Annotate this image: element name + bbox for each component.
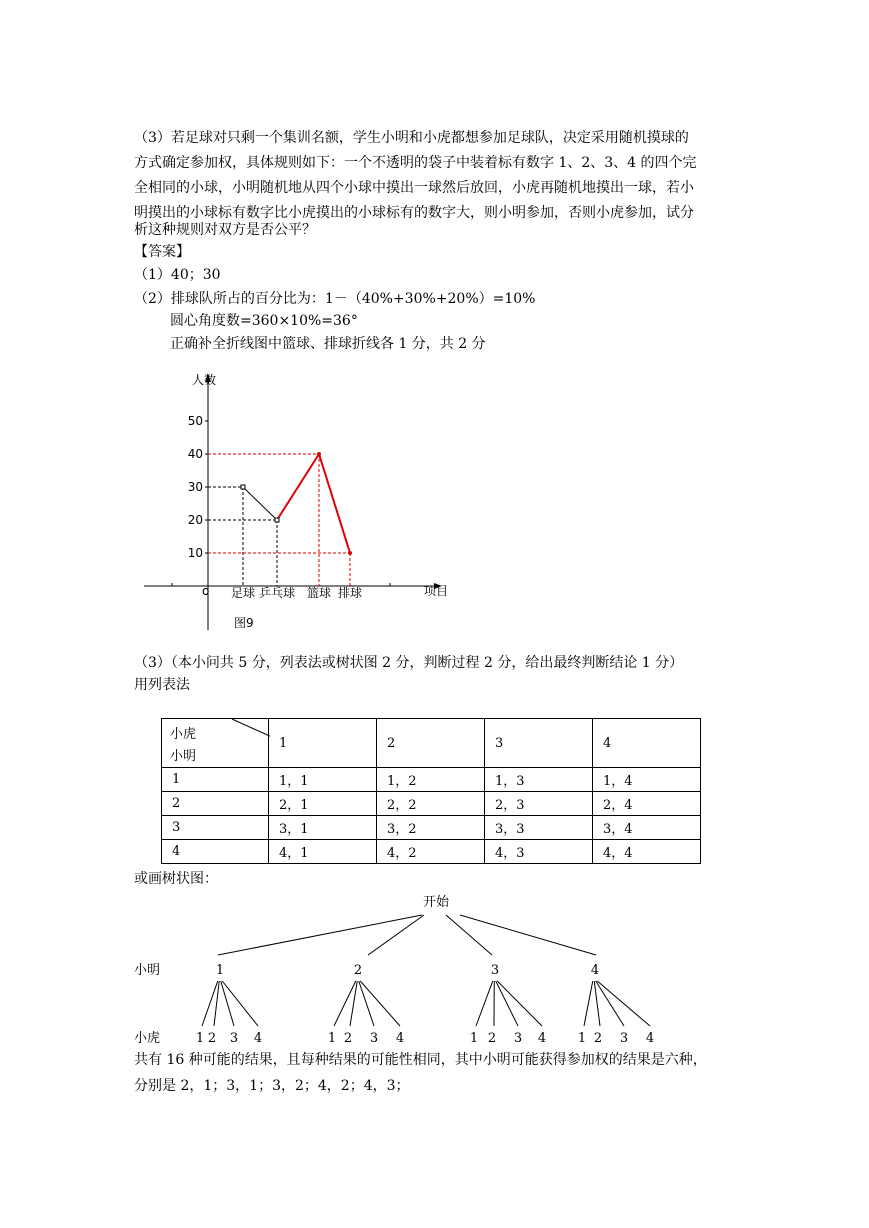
tree-level1-node: 2 bbox=[353, 963, 363, 978]
tree-leaf: 2 bbox=[487, 1031, 497, 1046]
x-tick-label: 篮球 bbox=[306, 586, 332, 600]
corner-diagonal bbox=[232, 719, 270, 767]
table-row bbox=[162, 768, 701, 792]
tree-leaf: 3 bbox=[513, 1031, 523, 1046]
table-cell: 3，2 bbox=[377, 816, 485, 840]
table-cell: 4 bbox=[162, 840, 269, 864]
tree-leaf: 3 bbox=[619, 1031, 629, 1046]
table-cell: 3，3 bbox=[485, 816, 593, 840]
table-corner-cell bbox=[162, 719, 269, 768]
tree-leaf: 1 bbox=[577, 1031, 587, 1046]
tree-leaf: 4 bbox=[537, 1031, 547, 1046]
question-line-1: （3）若足球对只剩一个集训名额，学生小明和小虎都想参加足球队，决定采用随机摸球的 bbox=[134, 130, 689, 146]
tree-root: 开始 bbox=[422, 895, 450, 910]
tree-leaf: 4 bbox=[253, 1031, 263, 1046]
table-cell: 2，1 bbox=[269, 792, 377, 816]
data-point bbox=[241, 485, 245, 489]
answer-heading: 【答案】 bbox=[134, 244, 190, 260]
series-segment bbox=[319, 454, 350, 553]
table-cell: 3 bbox=[162, 816, 269, 840]
part3-method: 用列表法 bbox=[134, 677, 190, 693]
table-header-row bbox=[162, 719, 701, 768]
conclusion-line-1: 共有 16 种可能的结果，且每种结果的可能性相同，其中小明可能获得参加权的结果是六种， bbox=[134, 1052, 707, 1068]
y-tick-label: 20 bbox=[187, 513, 203, 527]
x-axis-title: 项目 bbox=[424, 584, 449, 598]
question-line-5: 析这种规则对双方是否公平？ bbox=[134, 222, 316, 238]
table-header-cell: 4 bbox=[593, 719, 701, 768]
table-cell: 2 bbox=[162, 792, 269, 816]
tree-level1-node: 3 bbox=[490, 963, 500, 978]
tree-branch bbox=[350, 981, 357, 1026]
line-chart bbox=[140, 368, 460, 638]
question-line-2: 方式确定参加权，具体规则如下：一个不透明的袋子中装着标有数字 1、2、3、4 的四个完 bbox=[134, 155, 697, 171]
question-line-3: 全相同的小球，小明随机地从四个小球中摸出一球然后放回，小虎再随机地摸出一球，若小 bbox=[134, 180, 694, 196]
origin-label: o bbox=[202, 584, 210, 598]
tree-branch bbox=[460, 915, 596, 955]
conclusion-line-2: 分别是 2，1；3，1；3，2；4，2；4，3； bbox=[134, 1078, 410, 1094]
tree-leaf: 1 bbox=[327, 1031, 337, 1046]
tree-diagram bbox=[130, 888, 690, 1053]
table-cell: 3，1 bbox=[269, 816, 377, 840]
y-tick-label: 10 bbox=[187, 546, 203, 560]
data-point bbox=[275, 518, 279, 522]
tree-branch bbox=[368, 915, 424, 955]
table-cell: 1，2 bbox=[377, 768, 485, 792]
tree-branch bbox=[594, 981, 600, 1026]
tree-leaf: 2 bbox=[593, 1031, 603, 1046]
table-cell: 2，2 bbox=[377, 792, 485, 816]
tree-level1-node: 1 bbox=[215, 963, 225, 978]
x-tick-label: 排球 bbox=[337, 586, 363, 600]
tree-level1-label: 小明 bbox=[134, 963, 161, 978]
tree-branch bbox=[596, 981, 624, 1026]
tree-leaf: 3 bbox=[369, 1031, 379, 1046]
answer-part2-line3: 正确补全折线图中篮球、排球折线各 1 分，共 2 分 bbox=[170, 336, 486, 352]
tree-level1-node: 4 bbox=[590, 963, 600, 978]
table-header-cell: 3 bbox=[485, 719, 593, 768]
chart-caption: 图9 bbox=[234, 616, 254, 630]
y-tick-label: 50 bbox=[187, 414, 203, 428]
table-cell: 1，4 bbox=[593, 768, 701, 792]
table-cell: 4，4 bbox=[593, 840, 701, 864]
tree-level2-label: 小虎 bbox=[134, 1031, 161, 1046]
series-segment bbox=[277, 454, 319, 520]
tree-branch bbox=[202, 981, 218, 1026]
tree-branch bbox=[584, 981, 593, 1026]
tree-branch bbox=[496, 981, 518, 1026]
table-row bbox=[162, 840, 701, 864]
part3-intro: （3）（本小问共 5 分，列表法或树状图 2 分，判断过程 2 分，给出最终判断结论 1 分） bbox=[134, 655, 684, 671]
table-cell: 4，2 bbox=[377, 840, 485, 864]
x-tick-label: 足球 bbox=[230, 586, 256, 600]
data-point bbox=[348, 551, 352, 555]
tree-branch bbox=[214, 981, 219, 1026]
tree-intro: 或画树状图： bbox=[134, 871, 218, 887]
corner-bottom-label: 小明 bbox=[170, 749, 197, 764]
table-row bbox=[162, 792, 701, 816]
y-tick-label: 40 bbox=[187, 447, 203, 461]
tree-leaf: 4 bbox=[395, 1031, 405, 1046]
table-cell: 1 bbox=[162, 768, 269, 792]
tree-leaf: 1 bbox=[195, 1031, 205, 1046]
y-tick-label: 30 bbox=[187, 480, 203, 494]
series-segment bbox=[243, 487, 277, 520]
corner-top-label: 小虎 bbox=[170, 727, 197, 742]
tree-branch bbox=[497, 981, 542, 1026]
y-axis-title: 人数 bbox=[192, 373, 217, 387]
question-line-4: 明摸出的小球标有数字比小虎摸出的小球标有的数字大，则小明参加，否则小虎参加，试分 bbox=[134, 205, 694, 221]
table-cell: 3，4 bbox=[593, 816, 701, 840]
table-row bbox=[162, 816, 701, 840]
x-tick-label: 乒乓球 bbox=[258, 586, 296, 600]
table-header-cell: 2 bbox=[377, 719, 485, 768]
table-cell: 4，1 bbox=[269, 840, 377, 864]
table-cell: 2，4 bbox=[593, 792, 701, 816]
tree-branch bbox=[597, 981, 650, 1026]
tree-branch bbox=[218, 915, 422, 955]
tree-leaf: 2 bbox=[207, 1031, 217, 1046]
table-cell: 1，3 bbox=[485, 768, 593, 792]
tree-branch bbox=[446, 915, 492, 955]
tree-leaf: 2 bbox=[343, 1031, 353, 1046]
answer-part2-line1: （2）排球队所占的百分比为：1－（40%+30%+20%）=10% bbox=[134, 291, 536, 307]
tree-leaf: 1 bbox=[469, 1031, 479, 1046]
tree-branch bbox=[334, 981, 356, 1026]
table-header-cell: 1 bbox=[269, 719, 377, 768]
data-point bbox=[317, 452, 321, 456]
answer-part1: （1）40；30 bbox=[134, 267, 221, 283]
tree-branch bbox=[476, 981, 493, 1026]
table-cell: 4，3 bbox=[485, 840, 593, 864]
table-cell: 1，1 bbox=[269, 768, 377, 792]
tree-leaf: 4 bbox=[645, 1031, 655, 1046]
outcome-table bbox=[161, 718, 701, 864]
tree-leaf: 3 bbox=[229, 1031, 239, 1046]
table-cell: 2，3 bbox=[485, 792, 593, 816]
answer-part2-line2: 圆心角度数=360×10%=36° bbox=[170, 313, 358, 329]
